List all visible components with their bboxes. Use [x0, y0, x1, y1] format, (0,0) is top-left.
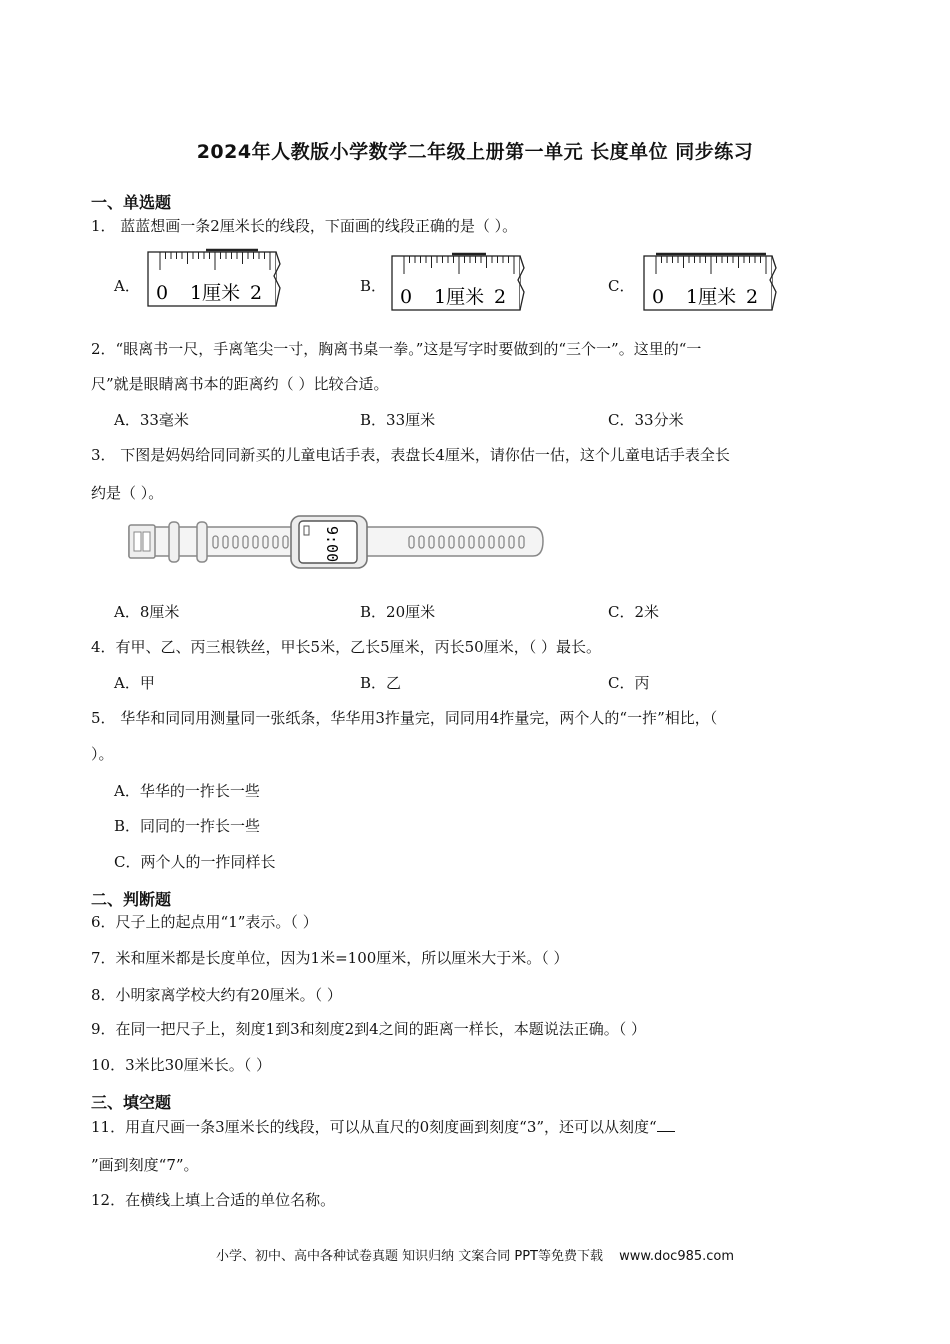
q3-option-a: A．8厘米: [114, 603, 180, 621]
q4-option-c: C．丙: [608, 674, 650, 692]
watch-time: 9:00: [323, 526, 341, 563]
question-3-line2: 约是（ ）。: [91, 484, 164, 502]
q1-ruler-a: [146, 246, 286, 312]
question-5-line1: 5． 华华和同同用测量同一张纸条，华华用3拃量完，同同用4拃量完，两个人的“一拃”相比，（: [91, 709, 718, 727]
q3-option-c: C．2米: [608, 603, 660, 621]
q5-option-b: B．同同的一拃长一些: [114, 817, 261, 835]
q5-option-a: A．华华的一拃长一些: [114, 782, 260, 800]
q2-option-c: C．33分米: [608, 411, 684, 429]
question-11-line1: 11．用直尺画一条3厘米长的线段，可以从直尺的0刻度画到刻度“3”，还可以从刻度“: [91, 1118, 657, 1136]
question-2-line2: 尺”就是眼睛离书本的距离约（ ）比较合适。: [91, 375, 389, 393]
question-8-text: 8．小明家离学校大约有20厘米。（ ）: [91, 986, 342, 1004]
question-10-text: 10．3米比30厘米长。（ ）: [91, 1056, 271, 1074]
footer-text: 小学、初中、高中各种试卷真题 知识归纳 文案合同 PPT等免费下载: [215, 1249, 603, 1264]
q1-ruler-c: [642, 250, 782, 316]
ruler-c-two: 2: [746, 286, 759, 308]
q1-option-c-label: C．: [608, 277, 635, 295]
question-9-text: 9．在同一把尺子上，刻度1到3和刻度2到4之间的距离一样长，本题说法正确。（ ）: [91, 1020, 646, 1038]
q3-option-b: B．20厘米: [360, 603, 436, 621]
q2-option-b: B．33厘米: [360, 411, 436, 429]
question-4-text: 4．有甲、乙、丙三根铁丝，甲长5米，乙长5厘米，丙长50厘米，（ ）最长。: [91, 638, 601, 656]
q1-option-a-label: A．: [114, 277, 140, 295]
section-heading-single-choice: 一、单选题: [91, 193, 172, 212]
ruler-b-zero: 0: [400, 286, 413, 308]
ruler-a-two: 2: [250, 282, 263, 304]
section-heading-true-false: 二、判断题: [91, 890, 172, 909]
q4-option-a: A．甲: [114, 674, 155, 692]
ruler-a-zero: 0: [156, 282, 169, 304]
question-11-line2: ”画到刻度“7”。: [91, 1156, 199, 1174]
section-heading-fill-blank: 三、填空题: [91, 1093, 172, 1112]
ruler-c-zero: 0: [652, 286, 665, 308]
ruler-c-one: 1厘米: [686, 286, 737, 308]
page-footer: [0, 1245, 950, 1264]
question-12-text: 12．在横线上填上合适的单位名称。: [91, 1191, 336, 1209]
q2-option-a: A．33毫米: [114, 411, 189, 429]
ruler-b-one: 1厘米: [434, 286, 485, 308]
question-1-text: 1． 蓝蓝想画一条2厘米长的线段，下面画的线段正确的是（ ）。: [91, 217, 518, 235]
q1-ruler-b: [390, 250, 530, 316]
q4-option-b: B．乙: [360, 674, 402, 692]
ruler-a-one: 1厘米: [190, 282, 241, 304]
question-7-text: 7．米和厘米都是长度单位，因为1米=100厘米，所以厘米大于米。（ ）: [91, 949, 569, 967]
q5-option-c: C．两个人的一拃同样长: [114, 853, 276, 871]
question-5-line2: ）。: [91, 745, 114, 763]
question-11-line1-wrap: [91, 1116, 675, 1137]
question-6-text: 6．尺子上的起点用“1”表示。（ ）: [91, 913, 318, 931]
page-title: 2024年人教版小学数学二年级上册第一单元 长度单位 同步练习: [196, 141, 754, 163]
q11-answer-blank[interactable]: [657, 1119, 675, 1132]
ruler-b-two: 2: [494, 286, 507, 308]
question-2-line1: 2．“眼离书一尺，手离笔尖一寸，胸离书桌一拳。”这是写字时要做到的“三个一”。这里的“一: [91, 340, 702, 358]
q1-option-b-label: B．: [360, 277, 387, 295]
footer-url[interactable]: www.doc985.com: [619, 1249, 735, 1264]
question-3-line1: 3． 下图是妈妈给同同新买的儿童电话手表，表盘长4厘米，请你估一估，这个儿童电话手表全长: [91, 446, 730, 464]
watch-illustration: [125, 512, 550, 572]
